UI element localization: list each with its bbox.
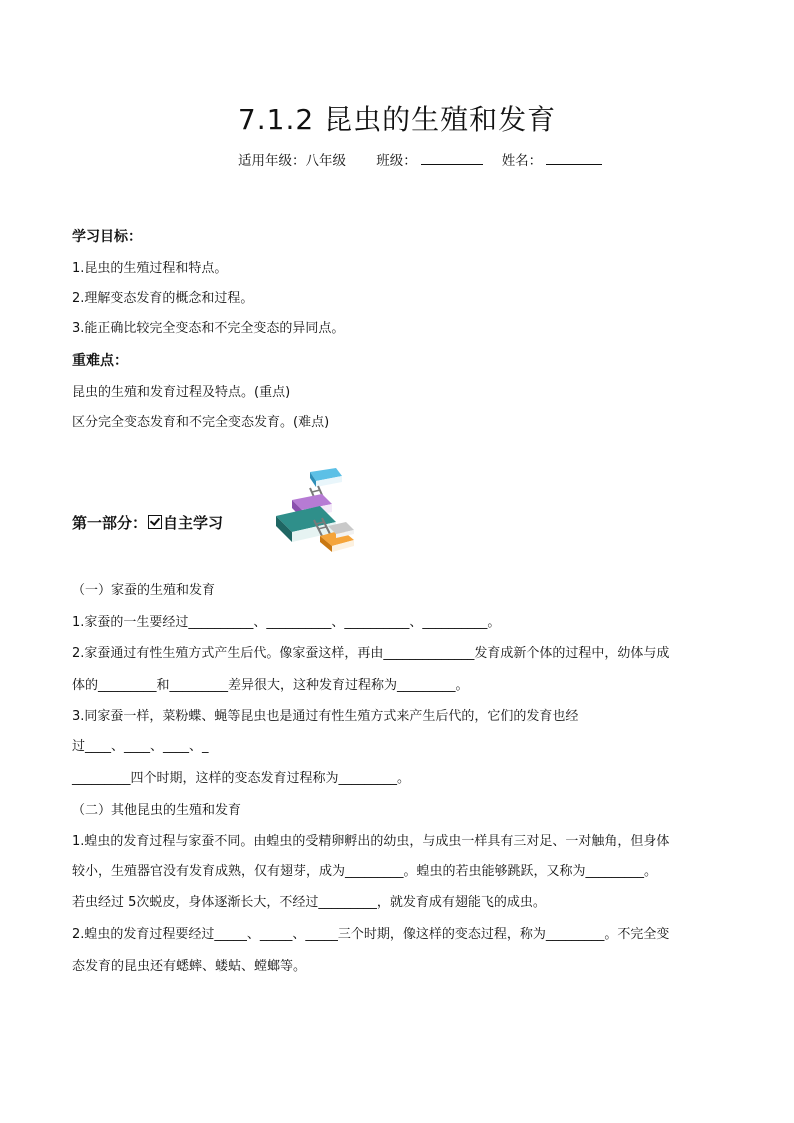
objectives-heading: 学习目标： (72, 229, 142, 245)
name-label: 姓名： (501, 153, 543, 169)
question-text: 1.蝗虫的发育过程与家蚕不同。由蝗虫的受精卵孵出的幼虫，与成虫一样具有三对足、一对触角，但身体 (72, 834, 670, 849)
key-point-item: 区分完全变态发育和不完全变态发育。(难点) (72, 415, 330, 430)
question-text: 过____、____、____、_ (72, 739, 209, 754)
question-text: 2.蝗虫的发育过程要经过_____、_____、_____三个时期，像这样的变态过程，称为_________。不完全变 (72, 927, 670, 942)
question-text: 1.家蚕的一生要经过__________、__________、__________、__________。 (72, 615, 501, 630)
part-one-title-prefix: 第一部分： (72, 514, 148, 532)
section2-heading: （二）其他昆虫的生殖和发育 (72, 803, 242, 818)
question-text: 3.同家蚕一样，菜粉蝶、蝇等昆虫也是通过有性生殖方式来产生后代的，它们的发育也经 (72, 709, 579, 724)
checkbox-icon (148, 515, 162, 529)
objective-item: 1.昆虫的生殖过程和特点。 (72, 261, 228, 276)
part-one-title-suffix: 自主学习 (163, 514, 224, 532)
grade-label: 适用年级：八年级 (238, 153, 346, 169)
question-text: 较小，生殖器官没有发育成熟，仅有翅芽，成为_________。蝗虫的若虫能够跳跃，又称为_________。 (72, 864, 658, 879)
question-text: _________四个时期，这样的变态发育过程称为_________。 (72, 771, 411, 786)
section1-heading: （一）家蚕的生殖和发育 (72, 583, 216, 598)
name-blank[interactable] (546, 152, 602, 165)
key-point-item: 昆虫的生殖和发育过程及特点。(重点) (72, 385, 291, 400)
class-blank[interactable] (421, 152, 483, 165)
question-text: 若虫经过 5次蜕皮，身体逐渐长大，不经过_________，就发育成有翅能飞的成虫。 (72, 895, 546, 910)
subtitle-row (238, 149, 602, 169)
objective-item: 2.理解变态发育的概念和过程。 (72, 291, 254, 306)
part-one-heading (72, 512, 223, 533)
question-text: 体的_________和_________差异很大，这种发育过程称为_________。 (72, 678, 469, 693)
question-text: 2.家蚕通过有性生殖方式产生后代。像家蚕这样，再由______________发育成新个体的过程中，幼体与成 (72, 646, 670, 661)
question-text: 态发育的昆虫还有蟋蟀、蝼蛄、螳螂等。 (72, 959, 307, 974)
key-points-heading: 重难点： (72, 353, 128, 369)
books-stack-icon (270, 466, 362, 558)
class-label: 班级： (376, 153, 417, 169)
page-title: 7.1.2 昆虫的生殖和发育 (237, 103, 557, 136)
objective-item: 3.能正确比较完全变态和不完全变态的异同点。 (72, 321, 345, 336)
